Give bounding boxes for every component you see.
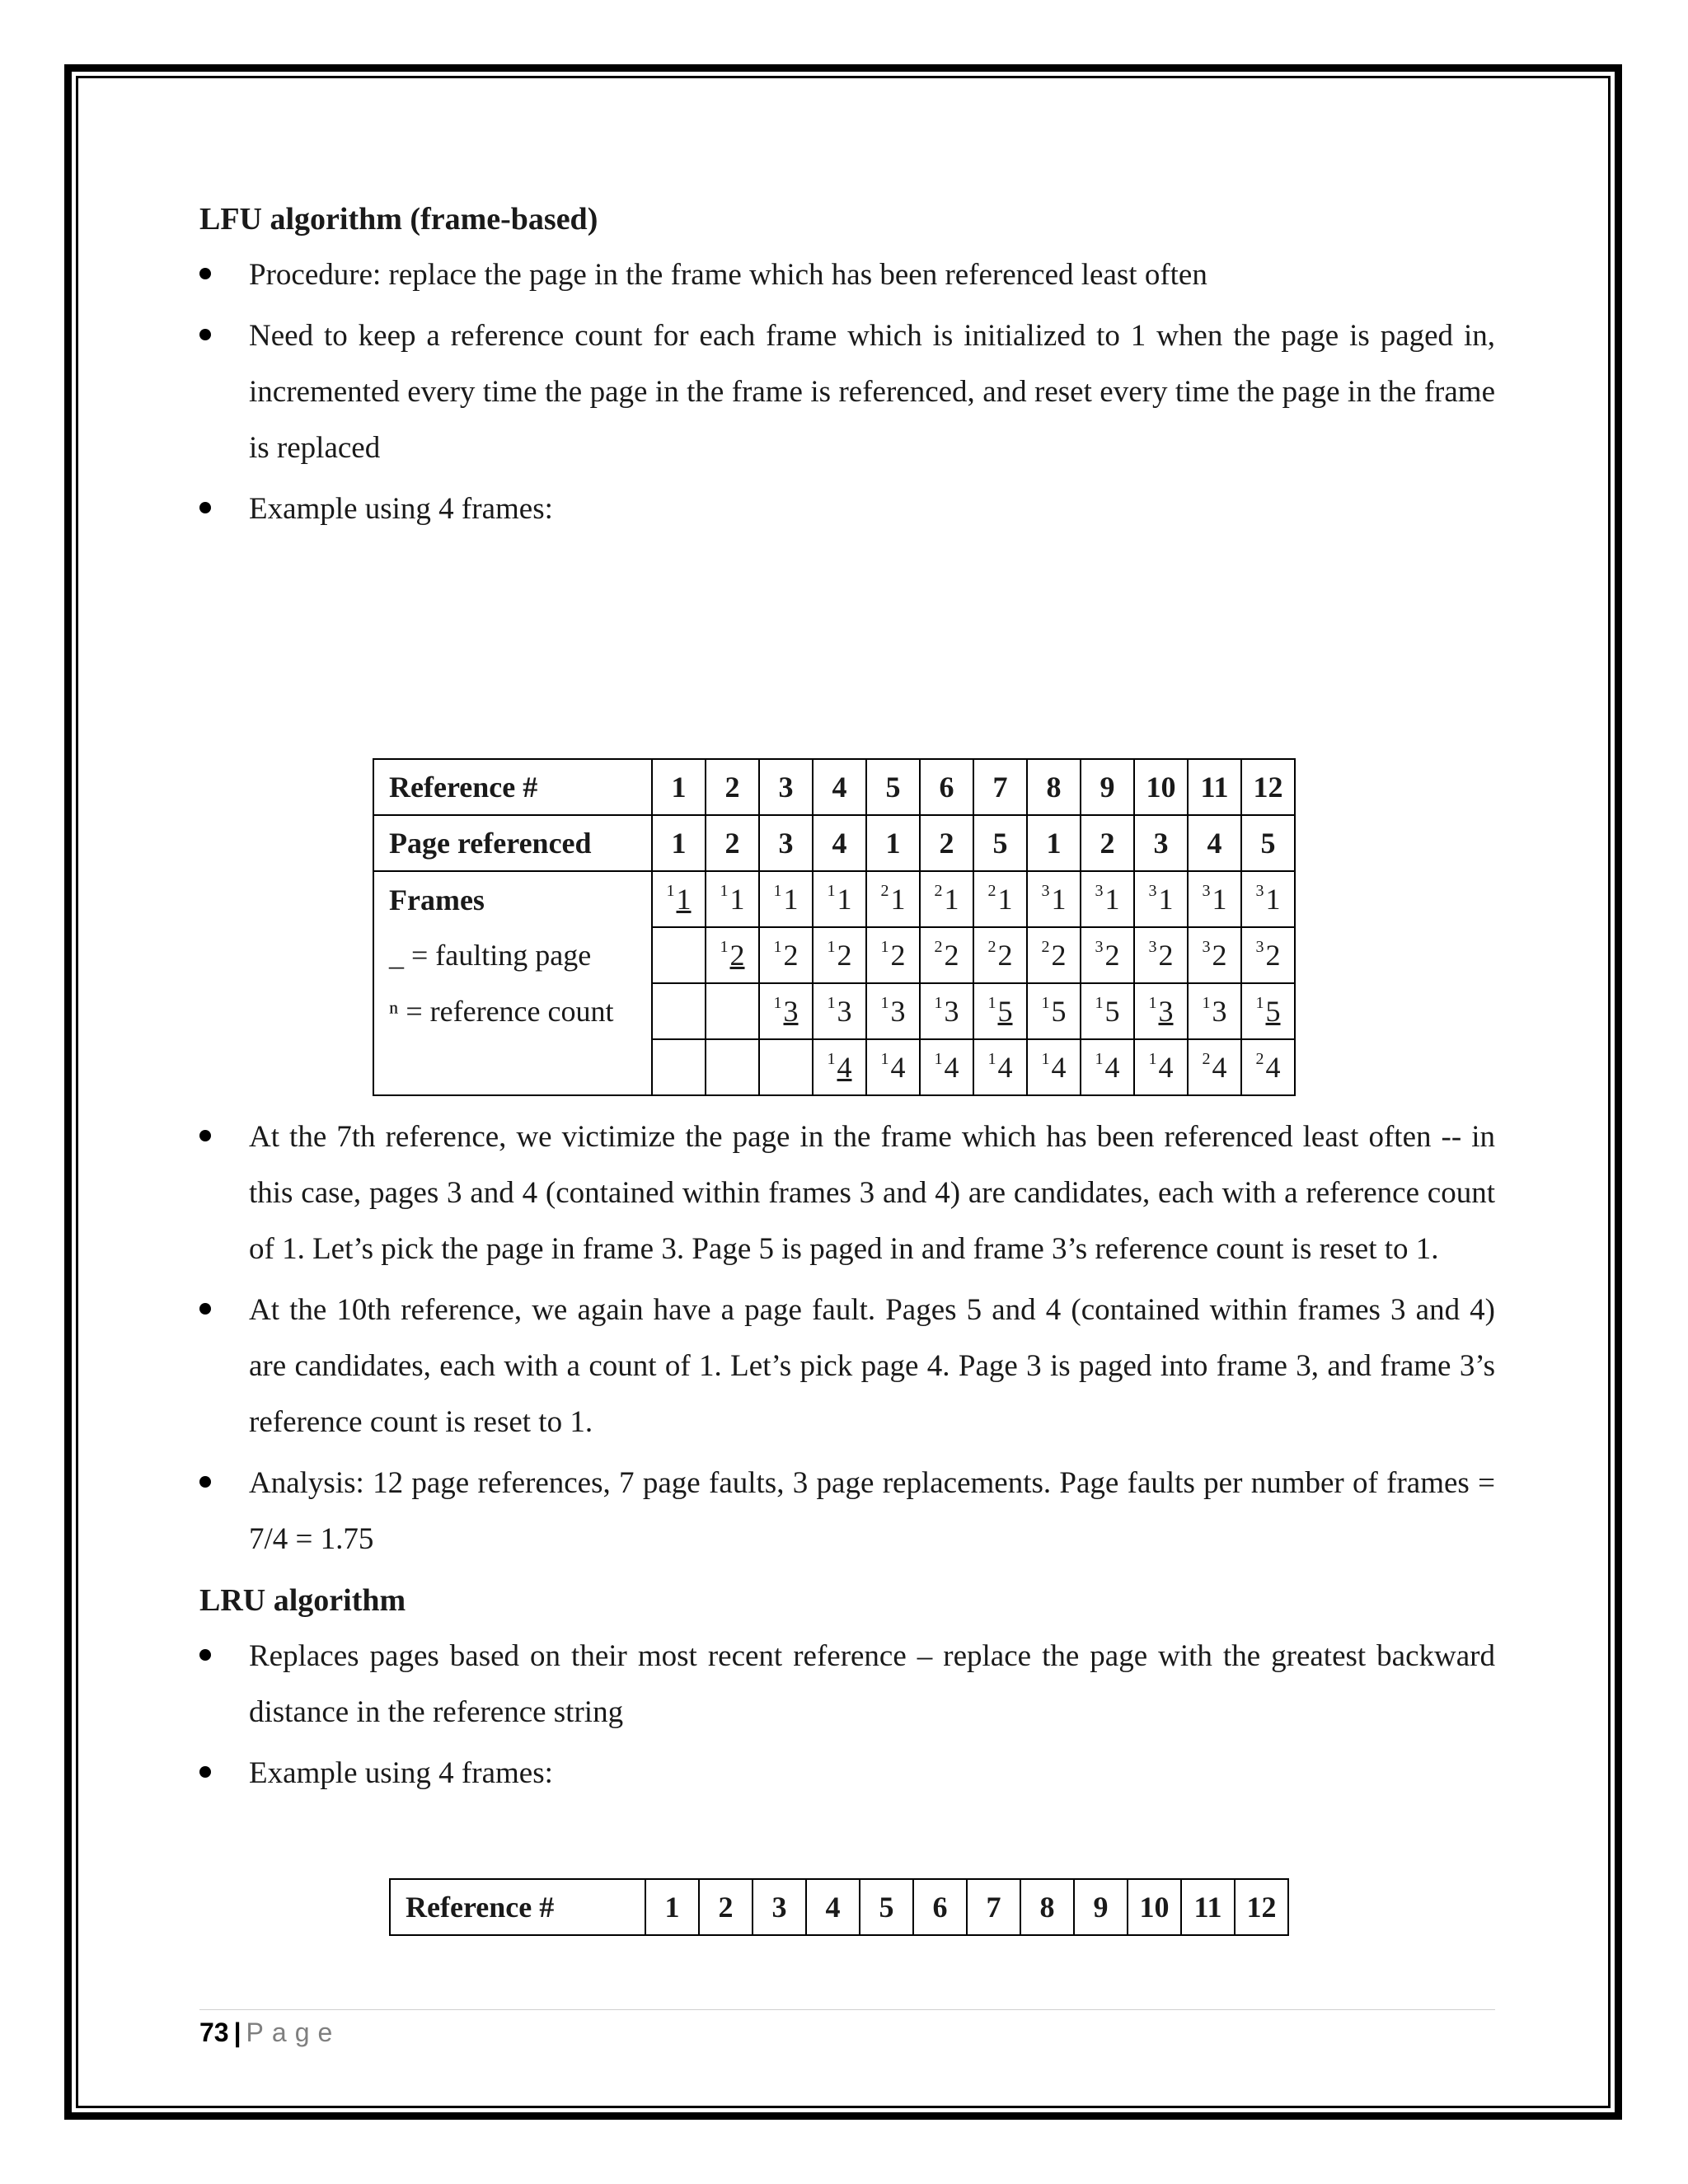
- faulting-page-number: 2: [729, 939, 745, 972]
- reference-count: 2: [934, 882, 943, 900]
- reference-count: 2: [1041, 938, 1050, 956]
- reference-count: 1: [1095, 1050, 1104, 1068]
- frame-cell: [706, 871, 759, 927]
- reference-cell: 11: [1188, 759, 1241, 815]
- page-number: 1: [890, 883, 906, 916]
- faulting-page-number: 5: [997, 995, 1013, 1028]
- reference-count: 1: [720, 882, 729, 900]
- page-number: 3: [837, 995, 852, 1028]
- page-number: 1: [1212, 883, 1227, 916]
- reference-cell: 6: [920, 759, 973, 815]
- footer-separator: |: [233, 2018, 241, 2047]
- page-number: 1: [1104, 883, 1120, 916]
- frame-cell: [1027, 1039, 1081, 1095]
- legend-faulting-page: _ = faulting page: [373, 927, 652, 983]
- frame-cell: [759, 983, 813, 1039]
- lfu-bullet-list: [199, 247, 1495, 537]
- reference-cell: 8: [1020, 1879, 1074, 1935]
- frame-cell: [973, 871, 1027, 927]
- frame-cell: [920, 871, 973, 927]
- reference-count: 1: [827, 1050, 836, 1068]
- frames-label: Frames: [373, 871, 652, 927]
- reference-cell: 10: [1134, 759, 1188, 815]
- lfu-heading: LFU algorithm (frame-based): [199, 202, 598, 237]
- lfu-analysis-list: [199, 1109, 1495, 1568]
- page-number: 73: [199, 2018, 229, 2047]
- frame-cell: [1241, 871, 1295, 927]
- frame-cell: [1081, 871, 1134, 927]
- frame-cell: [813, 983, 866, 1039]
- frame-cell: [706, 983, 759, 1039]
- reference-cell: 1: [652, 759, 706, 815]
- page-cell: 1: [1027, 815, 1081, 871]
- page-referenced-label: Page referenced: [373, 815, 652, 871]
- frame-cell: [1134, 1039, 1188, 1095]
- lru-heading: LRU algorithm: [199, 1583, 406, 1618]
- bullet-text: Example using 4 frames:: [249, 492, 553, 526]
- frame-cell: [706, 927, 759, 983]
- faulting-page-number: 5: [1265, 995, 1281, 1028]
- frame-cell: [866, 927, 920, 983]
- lru-bullet-list: [199, 1629, 1495, 1802]
- frame-cell: [706, 1039, 759, 1095]
- reference-count: 1: [880, 938, 889, 956]
- reference-count: 1: [1041, 1050, 1050, 1068]
- frame-cell: [1188, 983, 1241, 1039]
- page-cell: 2: [706, 815, 759, 871]
- frame-cell: [759, 927, 813, 983]
- table-row-reference: [390, 1879, 1288, 1935]
- reference-cell: 1: [645, 1879, 699, 1935]
- frame-cell: [652, 927, 706, 983]
- reference-count: 1: [1148, 994, 1157, 1012]
- page-number: 1: [997, 883, 1013, 916]
- bullet-text: Analysis: 12 page references, 7 page faults, 3 page replacements. Page faults per number of frames = 7/4 = 1.75: [249, 1466, 1495, 1556]
- frame-cell: [652, 871, 706, 927]
- frame-cell: [652, 1039, 706, 1095]
- faulting-page-number: 3: [783, 995, 799, 1028]
- list-item: [199, 481, 1495, 537]
- page-number: 1: [1265, 883, 1281, 916]
- page-cell: 1: [866, 815, 920, 871]
- reference-cell: 7: [973, 759, 1027, 815]
- bullet-icon: [199, 1303, 211, 1315]
- reference-count: 1: [880, 994, 889, 1012]
- reference-cell: 2: [699, 1879, 753, 1935]
- reference-count: 1: [934, 1050, 943, 1068]
- reference-cell: 5: [866, 759, 920, 815]
- reference-cell: 8: [1027, 759, 1081, 815]
- frame-cell: [866, 983, 920, 1039]
- page-number: 4: [997, 1051, 1013, 1084]
- list-item: [199, 1282, 1495, 1451]
- page-cell: 5: [1241, 815, 1295, 871]
- frame-cell: [1241, 927, 1295, 983]
- frame-cell: [1027, 927, 1081, 983]
- faulting-page-number: 3: [1158, 995, 1174, 1028]
- frame-cell: [1134, 871, 1188, 927]
- page-number: 4: [944, 1051, 959, 1084]
- frame-cell: [813, 871, 866, 927]
- page-number: 4: [890, 1051, 906, 1084]
- legend-blank: [373, 1039, 652, 1095]
- reference-label: Reference #: [373, 759, 652, 815]
- frame-cell: [1241, 1039, 1295, 1095]
- reference-count: 3: [1041, 882, 1050, 900]
- table-row-frame-4: [373, 1039, 1295, 1095]
- table-row-frame-3: [373, 983, 1295, 1039]
- bullet-text: Procedure: replace the page in the frame which has been referenced least often: [249, 258, 1207, 292]
- page-cell: 4: [813, 815, 866, 871]
- reference-cell: 12: [1241, 759, 1295, 815]
- bullet-icon: [199, 1130, 211, 1141]
- reference-count: 1: [666, 882, 675, 900]
- frame-cell: [920, 1039, 973, 1095]
- frame-cell: [920, 927, 973, 983]
- bullet-text: Example using 4 frames:: [249, 1756, 553, 1790]
- reference-count: 1: [987, 994, 996, 1012]
- page-number: 4: [1158, 1051, 1174, 1084]
- reference-cell: 3: [759, 759, 813, 815]
- lfu-analysis-section: [199, 1109, 1495, 1807]
- page-footer: [199, 2014, 340, 2050]
- reference-cell: 10: [1128, 1879, 1181, 1935]
- table-row-page: [373, 815, 1295, 871]
- table-row-frame-1: [373, 871, 1295, 927]
- frame-cell: [759, 871, 813, 927]
- reference-count: 3: [1255, 938, 1264, 956]
- reference-cell: 2: [706, 759, 759, 815]
- frame-cell: [1081, 1039, 1134, 1095]
- footer-page-word: Page: [246, 2018, 341, 2047]
- page-number: 4: [1212, 1051, 1227, 1084]
- frame-cell: [866, 871, 920, 927]
- reference-count: 1: [1095, 994, 1104, 1012]
- page-number: 3: [1212, 995, 1227, 1028]
- reference-count: 2: [934, 938, 943, 956]
- reference-count: 3: [1202, 938, 1211, 956]
- page-number: 1: [1158, 883, 1174, 916]
- page-number: 1: [944, 883, 959, 916]
- page-number: 2: [1104, 939, 1120, 972]
- list-item: [199, 1746, 1495, 1802]
- frame-cell: [1134, 983, 1188, 1039]
- reference-count: 3: [1095, 938, 1104, 956]
- reference-cell: 7: [967, 1879, 1020, 1935]
- page-number: 3: [890, 995, 906, 1028]
- page-number: 4: [1265, 1051, 1281, 1084]
- frame-cell: [1081, 983, 1134, 1039]
- frame-cell: [813, 927, 866, 983]
- page-number: 2: [783, 939, 799, 972]
- reference-count: 1: [827, 882, 836, 900]
- reference-count: 1: [1202, 994, 1211, 1012]
- page-cell: 1: [652, 815, 706, 871]
- frame-cell: [813, 1039, 866, 1095]
- bullet-icon: [199, 1476, 211, 1488]
- frame-cell: [652, 983, 706, 1039]
- reference-cell: 4: [813, 759, 866, 815]
- reference-count: 1: [773, 882, 782, 900]
- page-cell: 2: [1081, 815, 1134, 871]
- page-cell: 2: [920, 815, 973, 871]
- frame-cell: [1134, 927, 1188, 983]
- reference-count: 3: [1202, 882, 1211, 900]
- reference-count: 3: [1095, 882, 1104, 900]
- page-number: 2: [997, 939, 1013, 972]
- lru-example-table: [389, 1878, 1289, 1936]
- reference-count: 1: [987, 1050, 996, 1068]
- reference-count: 1: [773, 938, 782, 956]
- lfu-example-table: [373, 758, 1296, 1096]
- page-number: 2: [837, 939, 852, 972]
- list-item: [199, 1629, 1495, 1741]
- page-cell: 5: [973, 815, 1027, 871]
- reference-count: 1: [773, 994, 782, 1012]
- bullet-icon: [199, 502, 211, 513]
- bullet-text: At the 7th reference, we victimize the page in the frame which has been referenced least often -- in this case, pages 3 and 4 (contained within frames 3 and 4) are candidates, each with a reference count of 1. Let’s pick the page in frame 3. Page 5 is paged in and frame 3’s reference count is reset to 1.: [249, 1120, 1495, 1266]
- page-number: 2: [890, 939, 906, 972]
- bullet-text: Need to keep a reference count for each frame which is initialized to 1 when the page is paged in, incremented every time the page in the frame is referenced, and reset every time the page in the frame is replaced: [249, 319, 1495, 465]
- page-number: 4: [1104, 1051, 1120, 1084]
- faulting-page-number: 4: [837, 1051, 852, 1084]
- reference-count: 1: [827, 938, 836, 956]
- reference-count: 1: [1255, 994, 1264, 1012]
- reference-cell: 4: [806, 1879, 860, 1935]
- bullet-text: At the 10th reference, we again have a page fault. Pages 5 and 4 (contained within frames 3 and 4) are candidates, each with a count of 1. Let’s pick page 4. Page 3 is paged into frame 3, and frame 3’s reference count is reset to 1.: [249, 1293, 1495, 1439]
- page-cell: 4: [1188, 815, 1241, 871]
- reference-count: 1: [1148, 1050, 1157, 1068]
- page-number: 1: [1051, 883, 1067, 916]
- reference-count: 2: [880, 882, 889, 900]
- page-number: 2: [944, 939, 959, 972]
- reference-count: 3: [1255, 882, 1264, 900]
- reference-count: 3: [1148, 938, 1157, 956]
- reference-cell: 12: [1235, 1879, 1288, 1935]
- frame-cell: [1188, 927, 1241, 983]
- table-row-frame-2: [373, 927, 1295, 983]
- table-row-reference: [373, 759, 1295, 815]
- page-number: 2: [1212, 939, 1227, 972]
- faulting-page-number: 1: [676, 883, 692, 916]
- footer-rule: [199, 2009, 1495, 2010]
- page-cell: 3: [759, 815, 813, 871]
- reference-count: 1: [827, 994, 836, 1012]
- legend-reference-count: ⁿ = reference count: [373, 983, 652, 1039]
- frame-cell: [759, 1039, 813, 1095]
- reference-count: 2: [987, 938, 996, 956]
- reference-count: 1: [1041, 994, 1050, 1012]
- frame-cell: [920, 983, 973, 1039]
- lfu-section: [199, 191, 1495, 542]
- frame-cell: [1241, 983, 1295, 1039]
- frame-cell: [973, 927, 1027, 983]
- reference-cell: 11: [1181, 1879, 1235, 1935]
- frame-cell: [1188, 871, 1241, 927]
- page-number: 1: [729, 883, 745, 916]
- reference-count: 1: [934, 994, 943, 1012]
- page-number: 2: [1158, 939, 1174, 972]
- reference-cell: 9: [1074, 1879, 1128, 1935]
- frame-cell: [1027, 983, 1081, 1039]
- page-number: 1: [783, 883, 799, 916]
- list-item: [199, 1455, 1495, 1568]
- page-number: 2: [1265, 939, 1281, 972]
- reference-cell: 9: [1081, 759, 1134, 815]
- list-item: [199, 308, 1495, 476]
- reference-count: 1: [720, 938, 729, 956]
- bullet-icon: [199, 1649, 211, 1661]
- frame-cell: [866, 1039, 920, 1095]
- list-item: [199, 247, 1495, 303]
- frame-cell: [1081, 927, 1134, 983]
- reference-cell: 3: [753, 1879, 806, 1935]
- bullet-text: Replaces pages based on their most recent reference – replace the page with the greatest backward distance in the reference string: [249, 1639, 1495, 1729]
- reference-count: 3: [1148, 882, 1157, 900]
- frame-cell: [1188, 1039, 1241, 1095]
- page-number: 3: [944, 995, 959, 1028]
- bullet-icon: [199, 1766, 211, 1778]
- bullet-icon: [199, 268, 211, 279]
- frame-cell: [973, 983, 1027, 1039]
- list-item: [199, 1109, 1495, 1277]
- reference-count: 1: [880, 1050, 889, 1068]
- page-number: 2: [1051, 939, 1067, 972]
- bullet-icon: [199, 329, 211, 340]
- page-number: 5: [1051, 995, 1067, 1028]
- reference-cell: 6: [913, 1879, 967, 1935]
- frame-cell: [973, 1039, 1027, 1095]
- reference-count: 2: [1255, 1050, 1264, 1068]
- page-number: 1: [837, 883, 852, 916]
- reference-cell: 5: [860, 1879, 913, 1935]
- page-cell: 3: [1134, 815, 1188, 871]
- reference-count: 2: [1202, 1050, 1211, 1068]
- reference-count: 2: [987, 882, 996, 900]
- page-number: 5: [1104, 995, 1120, 1028]
- reference-label: Reference #: [390, 1879, 645, 1935]
- frame-cell: [1027, 871, 1081, 927]
- page-number: 4: [1051, 1051, 1067, 1084]
